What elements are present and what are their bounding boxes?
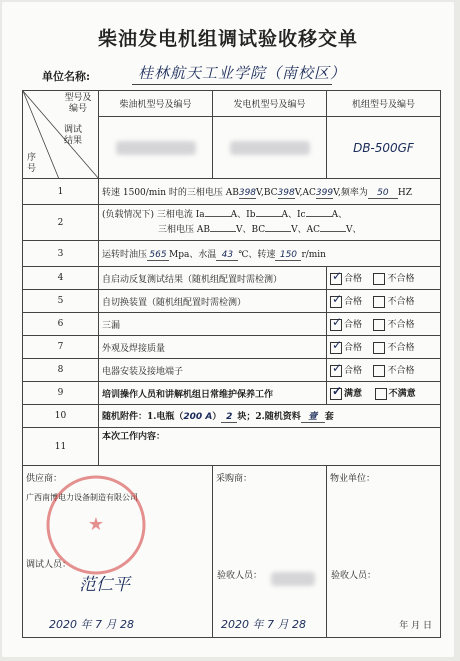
fail-checkbox[interactable] [373,273,385,285]
redacted-diesel-model [116,141,196,155]
document-paper [2,2,454,657]
fail-checkbox[interactable] [373,342,385,354]
row-number: 1 [23,179,99,205]
row-text: V,BC [256,187,278,198]
blank [306,216,332,217]
satisfied-label: 满意 [344,389,363,400]
table-row [23,290,441,313]
pass-checkbox[interactable] [330,365,342,377]
row-text: (负载情况下) 三相电流 Ia [102,209,205,220]
row-number: 9 [23,382,99,405]
work-content: 本次工作内容： [99,428,441,466]
row-text: V、BC [235,224,266,235]
water-temp: 43 [216,250,238,261]
row-text: 转速 1500/min 时的三相电压 AB [102,187,239,198]
company-seal [41,470,151,580]
row-text: 外观及焊接质量 [99,336,327,359]
voltage-bc: 398 [277,187,295,198]
row-text: Mpa、水温 [169,249,217,260]
battery-spec: 200 A [183,412,213,422]
row-text: 自启动反复测试结果（随机组配置时需检测） [99,267,327,290]
col-diesel-header: 柴油机型号及编号 [99,91,213,117]
row-content [99,205,441,241]
row-text: r/min [301,249,326,260]
documents-qty: 壹 [301,409,325,423]
supplier-label: 供应商： [26,474,63,484]
battery-qty: 2 [221,412,237,423]
purchaser-cell [213,466,327,638]
blank [265,231,291,232]
pass-label: 合格 [344,366,363,377]
fail-label: 不合格 [387,274,415,285]
row-text: 三相电压 AB [158,224,210,235]
row-result [327,290,441,313]
pass-checkbox[interactable] [330,273,342,285]
voltage-line [102,223,437,238]
row-number: 5 [23,290,99,313]
header-row [23,91,441,117]
generator-model-value [213,117,327,179]
supplier-cell [23,466,213,638]
row-text: 随机附件：1.电瓶（ [102,412,184,422]
purchaser-label: 采购商： [216,474,253,484]
date-3: 年 月 日 [399,621,432,631]
fail-label: 不合格 [387,366,415,377]
row-number: 10 [23,405,99,428]
fail-label: 不合格 [387,297,415,308]
blank [320,231,346,232]
row-text: 自切换装置（随机组配置时需检测） [99,290,327,313]
table-row [23,313,441,336]
row-content [99,405,441,428]
blank [210,231,236,232]
row-result [327,336,441,359]
unsatisfied-label: 不满意 [388,389,416,400]
table-row [23,382,441,405]
row-result [327,313,441,336]
table-row [23,405,441,428]
table-row [23,241,441,267]
unit-value: 桂林航天工业学院（南校区） [138,64,347,82]
row-text: 套 [324,412,334,422]
row-text: V,频率为 [333,187,368,198]
row-content [99,179,441,205]
frequency: 50 [368,188,398,199]
voltage-ac: 399 [315,187,334,198]
row-text: HZ [397,187,412,198]
table-row [23,267,441,290]
satisfied-checkbox[interactable] [330,388,342,400]
row-text: V、 [346,224,362,235]
pass-checkbox[interactable] [330,319,342,331]
diesel-model-value [99,117,213,179]
blank [256,216,282,217]
pass-label: 合格 [344,343,363,354]
fail-label: 不合格 [387,320,415,331]
corner-cell [23,91,99,179]
svg-text:★: ★ [87,514,105,535]
current-line [102,208,437,223]
table-row [23,205,441,241]
unit-label: 单位名称: [42,70,91,83]
corner-model-label: 型号及编号 [64,93,92,114]
table-row [23,359,441,382]
row-text: ℃、转速 [238,249,276,260]
row-text: A、Ic [281,209,306,220]
row-text: A、 [331,209,348,220]
acceptor2-label: 验收人员： [331,571,377,581]
property-label: 物业单位： [330,474,376,484]
property-cell [327,466,441,638]
debugger-signature: 范仁平 [79,575,130,595]
unit-underline [132,84,332,85]
row-text: 块；2.随机资料 [237,412,301,422]
corner-result-label: 调试结果 [63,125,82,146]
row-number: 11 [23,428,99,466]
speed: 150 [275,250,301,261]
row-text: 三漏 [99,313,327,336]
date-1: 2020 年 7 月 28 [49,618,134,631]
corner-seq-label: 序号 [27,153,37,174]
row-number: 8 [23,359,99,382]
row-text: 电器安装及接地端子 [99,359,327,382]
col-genset-header: 机组型号及编号 [327,91,441,117]
pass-label: 合格 [344,274,363,285]
row-text: V、AC [291,224,321,235]
row-text: V,AC [294,187,316,198]
pass-label: 合格 [344,297,363,308]
row-number: 3 [23,241,99,267]
row-text: A、Ib [230,209,256,220]
signature-row [23,466,441,638]
fail-checkbox[interactable] [373,319,385,331]
page-title: 柴油发电机组调试验收移交单 [97,28,358,50]
row-text: 运转时油压 [102,249,148,260]
table-row [23,428,441,466]
row-result [327,267,441,290]
acceptor-label: 验收人员： [217,571,263,581]
redacted-acceptor-signature [271,572,315,586]
row-text: 培训操作人员和讲解机组日常维护保养工作 [99,382,327,405]
blank [205,216,231,217]
fail-checkbox[interactable] [373,296,385,308]
row-result [327,382,441,405]
row-result [327,359,441,382]
row-number: 6 [23,313,99,336]
pass-checkbox[interactable] [330,342,342,354]
pass-label: 合格 [344,320,363,331]
row-content [99,241,441,267]
row-number: 4 [23,267,99,290]
debugger-label: 调试人员： [26,560,72,570]
date-2: 2020 年 7 月 28 [221,618,306,631]
row-text: ） [212,412,222,422]
pass-checkbox[interactable] [330,296,342,308]
table-row [23,179,441,205]
supplier-name: 广西南博电力设备制造有限公司 [26,493,138,502]
acceptance-table [22,90,441,638]
redacted-generator-model [230,141,310,155]
table-row [23,336,441,359]
genset-model-value: DB-500GF [327,117,441,179]
unsatisfied-checkbox[interactable] [375,388,387,400]
fail-checkbox[interactable] [373,365,385,377]
fail-label: 不合格 [387,343,415,354]
voltage-ab: 398 [238,187,257,198]
row-number: 7 [23,336,99,359]
oil-pressure: 565 [147,250,169,261]
col-generator-header: 发电机型号及编号 [213,91,327,117]
row-number: 2 [23,205,99,241]
